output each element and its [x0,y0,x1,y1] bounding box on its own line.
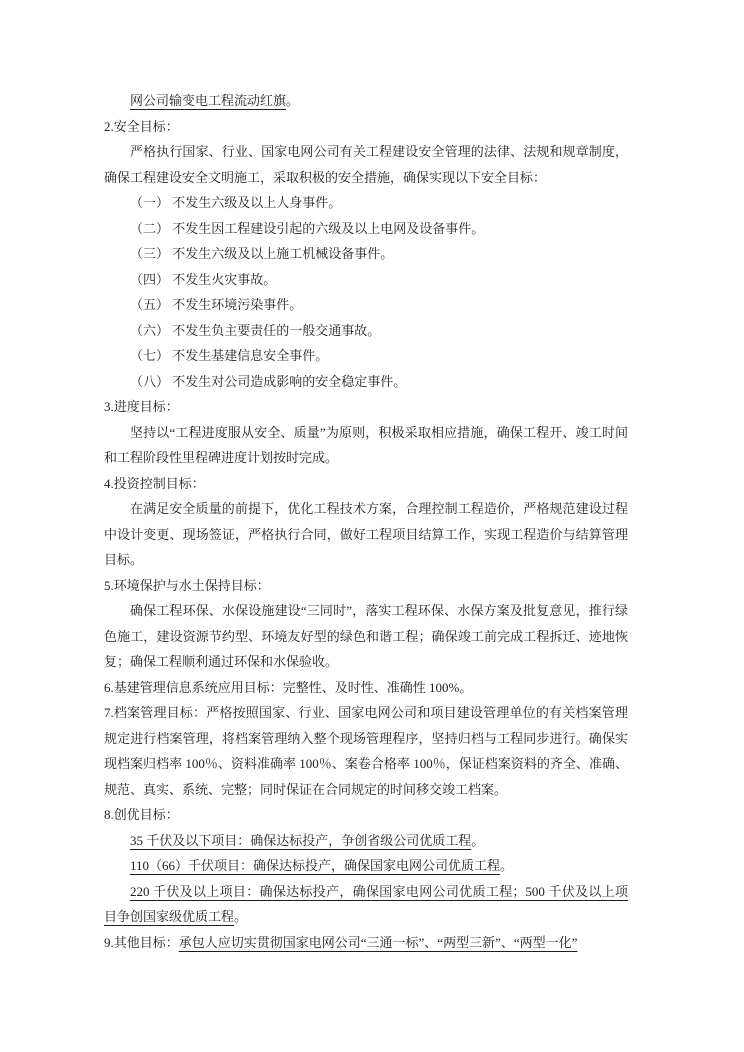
text-run: （五） 不发生环境污染事件。 [130,297,303,312]
paragraph [104,267,628,293]
text-run: （三） 不发生六级及以上施工机械设备事件。 [130,246,394,261]
paragraph [104,853,628,879]
text-run: 在满足安全质量的前提下，优化工程技术方案，合理控制工程造价，严格规范建设过程中设计变更、现场签证，严格执行合同，做好工程项目结算工作，实现工程造价与结算管理目标。 [104,501,628,567]
paragraph [104,828,628,854]
paragraph [104,216,628,242]
text-run: 7.档案管理目标：严格按照国家、行业、国家电网公司和项目建设管理单位的有关档案管理规定进行档案管理，将档案管理纳入整个现场管理程序，坚持归档与工程同步进行。确保实现档案归档率 100％、资料准确率 100％、案卷合格率 100％，保证档案资料的齐全、准确、规范、真实、系统、完整；同时保证在合同规定的时间移交竣工档案。 [104,705,628,797]
paragraph [104,241,628,267]
text-run: 。 [471,832,485,848]
paragraph [104,190,628,216]
text-run: 5.环境保护与水土保持目标： [104,577,270,593]
document-body [104,88,628,955]
text-run: 。 [286,93,300,108]
paragraph [104,292,628,318]
paragraph [104,573,628,599]
text-run: 8.创优目标： [104,807,179,822]
paragraph [104,114,628,140]
text-run: 坚持以“工程进度服从安全、质量”为原则，积极采取相应措施，确保工程开、竣工时间和工程阶段性里程碑进度计划按时完成。 [104,424,628,465]
underlined-text-run: 35 千伏及以下项目：确保达标投产，争创省级公司优质工程 [130,832,472,848]
text-run: （四） 不发生火灾事故。 [130,271,277,287]
underlined-text-run: 承包人应切实贯彻国家电网公司“三通一标”、“两型三新”、“两型一化” [178,934,578,950]
paragraph [104,471,628,497]
text-run: 3.进度目标： [104,399,179,414]
paragraph [104,496,628,573]
text-run: 确保工程环保、水保设施建设“三同时”，落实工程环保、水保方案及批复意见，推行绿色施工，建设资源节约型、环境友好型的绿色和谐工程；确保竣工前完成工程拆迁、迹地恢复；确保工程顺利通过环保和水保验收。 [104,603,628,669]
paragraph [104,802,628,828]
paragraph [104,598,628,675]
paragraph [104,139,628,190]
text-run: （八） 不发生对公司造成影响的安全稳定事件。 [130,373,407,389]
text-run: 2.安全目标： [104,118,179,134]
paragraph [104,318,628,344]
text-run: 。 [234,909,248,924]
paragraph [104,394,628,420]
text-run: 4.投资控制目标： [104,475,205,491]
text-run: （二） 不发生因工程建设引起的六级及以上电网及设备事件。 [130,220,485,236]
text-run: 。 [500,858,514,873]
paragraph [104,879,628,930]
paragraph [104,369,628,395]
text-run: （六） 不发生负主要责任的一般交通事故。 [130,322,381,338]
paragraph [104,930,628,956]
underlined-text-run: 220 千伏及以上项目：确保达标投产，确保国家电网公司优质工程；500 千伏及以上项目争创国家级优质工程 [104,883,628,924]
underlined-text-run: 网公司输变电工程流动红旗 [130,93,287,108]
paragraph [104,343,628,369]
paragraph [104,700,628,802]
paragraph [104,88,628,114]
paragraph [104,675,628,701]
text-run: 9.其他目标： [104,934,179,950]
text-run: 严格执行国家、行业、国家电网公司有关工程建设安全管理的法律、法规和规章制度，确保工程建设安全文明施工，采取积极的安全措施，确保实现以下安全目标： [104,144,628,185]
paragraph [104,420,628,471]
text-run: （一） 不发生六级及以上人身事件。 [130,195,342,210]
underlined-text-run: 110（66）千伏项目：确保达标投产，确保国家电网公司优质工程 [130,858,501,873]
text-run: 6.基建管理信息系统应用目标：完整性、及时性、准确性 100%。 [104,679,473,695]
text-run: （七） 不发生基建信息安全事件。 [130,348,329,363]
